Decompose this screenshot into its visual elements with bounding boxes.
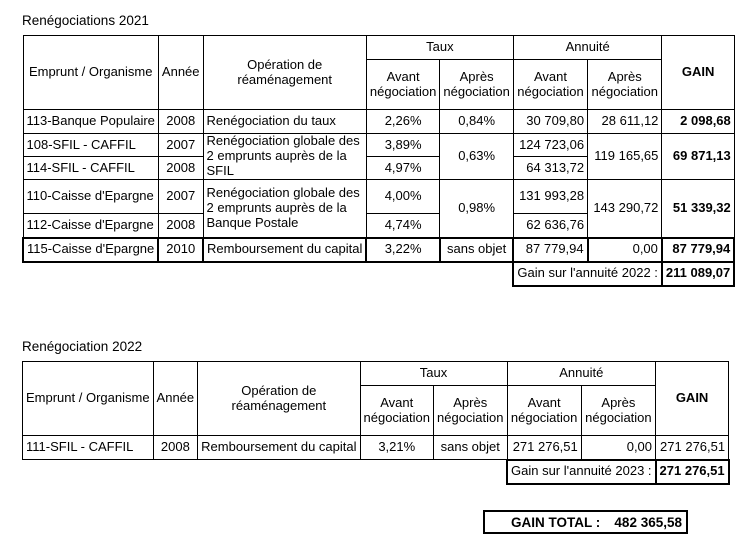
table-row-annee: 2007 (158, 134, 203, 157)
header-taux-avant: Avant négociation (366, 60, 440, 110)
table-row-taux-avant: 4,74% (366, 214, 440, 238)
section-1-title: Renégociations 2021 (22, 13, 149, 28)
table-row-operation: Renégociation globale des 2 emprunts auprès de la SFIL (203, 134, 366, 180)
table-row-emprunt: 115-Caisse d'Epargne (23, 238, 158, 262)
header-annuite-apres: Après négociation (581, 386, 655, 436)
table-row-annee: 2007 (158, 180, 203, 214)
table-row-emprunt: 113-Banque Populaire (23, 110, 158, 134)
table-row-emprunt: 112-Caisse d'Epargne (23, 214, 158, 238)
table-row-operation: Remboursement du capital (203, 238, 366, 262)
table-row-annuite-apres: 28 611,12 (588, 110, 662, 134)
table-row-taux-avant: 4,00% (366, 180, 440, 214)
section-2-title: Renégociation 2022 (22, 339, 143, 354)
header-taux-apres: Après négociation (434, 386, 508, 436)
table-row-annuite-avant: 64 313,72 (513, 157, 587, 180)
table-row-annuite-avant: 30 709,80 (513, 110, 587, 134)
table-row-annuite-apres: 0,00 (581, 436, 655, 460)
summary-value-2023: 271 276,51 (656, 460, 729, 484)
table-row-annuite-avant: 62 636,76 (513, 214, 587, 238)
summary-label-2023: Gain sur l'annuité 2023 : (507, 460, 656, 484)
table-row-operation: Renégociation du taux (203, 110, 366, 134)
gain-total-box (483, 510, 688, 534)
header-annuite-avant: Avant négociation (513, 60, 587, 110)
header-annuite: Annuité (507, 362, 656, 386)
header-annee: Année (158, 36, 203, 110)
table-row-annuite-apres: 0,00 (588, 238, 662, 262)
table-row-gain: 271 276,51 (656, 436, 729, 460)
header-annee: Année (153, 362, 198, 436)
header-operation: Opération de réaménagement (198, 362, 360, 436)
table-row-annuite-apres: 119 165,65 (588, 134, 662, 180)
table-row-annuite-apres: 143 290,72 (588, 180, 662, 238)
table-row-annee: 2008 (158, 157, 203, 180)
table-row-taux-apres: sans objet (434, 436, 508, 460)
table-row-taux-avant: 3,89% (366, 134, 440, 157)
table-row-taux-avant: 4,97% (366, 157, 440, 180)
header-taux-avant: Avant négociation (360, 386, 434, 436)
table-row-annee: 2008 (158, 214, 203, 238)
table-row-annee: 2010 (158, 238, 203, 262)
table-row-gain: 87 779,94 (662, 238, 734, 262)
table-row-gain: 69 871,13 (662, 134, 734, 180)
table-row-taux-avant: 3,22% (366, 238, 440, 262)
table-row-gain: 51 339,32 (662, 180, 734, 238)
table-row-annuite-avant: 87 779,94 (513, 238, 587, 262)
table-row-emprunt: 108-SFIL - CAFFIL (23, 134, 158, 157)
header-taux: Taux (366, 36, 513, 60)
table-row-taux-apres: 0,63% (440, 134, 514, 180)
table-row-emprunt: 111-SFIL - CAFFIL (23, 436, 154, 460)
table-row-taux-apres: 0,98% (440, 180, 514, 238)
summary-label-2022: Gain sur l'annuité 2022 : (513, 262, 662, 286)
header-annuite: Annuité (513, 36, 662, 60)
header-emprunt: Emprunt / Organisme (23, 36, 158, 110)
table-row-annee: 2008 (158, 110, 203, 134)
gain-total-value: 482 365,58 (614, 515, 682, 530)
header-gain: GAIN (662, 36, 734, 110)
header-operation: Opération de réaménagement (203, 36, 366, 110)
table-row-annee: 2008 (153, 436, 198, 460)
header-annuite-avant: Avant négociation (507, 386, 581, 436)
renegociations-2021-table (22, 35, 735, 287)
header-annuite-apres: Après négociation (588, 60, 662, 110)
table-row-taux-apres: 0,84% (440, 110, 514, 134)
gain-total-label: GAIN TOTAL : (511, 515, 601, 530)
header-taux: Taux (360, 362, 507, 386)
table-row-taux-avant: 2,26% (366, 110, 440, 134)
table-row-operation: Remboursement du capital (198, 436, 360, 460)
table-row-annuite-avant: 124 723,06 (513, 134, 587, 157)
table-row-annuite-avant: 271 276,51 (507, 436, 581, 460)
table-row-emprunt: 114-SFIL - CAFFIL (23, 157, 158, 180)
renegociation-2022-table (22, 361, 730, 485)
table-row-taux-apres: sans objet (440, 238, 514, 262)
header-emprunt: Emprunt / Organisme (23, 362, 154, 436)
table-row-emprunt: 110-Caisse d'Epargne (23, 180, 158, 214)
header-taux-apres: Après négociation (440, 60, 514, 110)
summary-value-2022: 211 089,07 (662, 262, 734, 286)
table-row-annuite-avant: 131 993,28 (513, 180, 587, 214)
table-row-operation: Renégociation globale des 2 emprunts auprès de la Banque Postale (203, 180, 366, 238)
header-gain: GAIN (656, 362, 729, 436)
table-row-taux-avant: 3,21% (360, 436, 434, 460)
table-row-gain: 2 098,68 (662, 110, 734, 134)
